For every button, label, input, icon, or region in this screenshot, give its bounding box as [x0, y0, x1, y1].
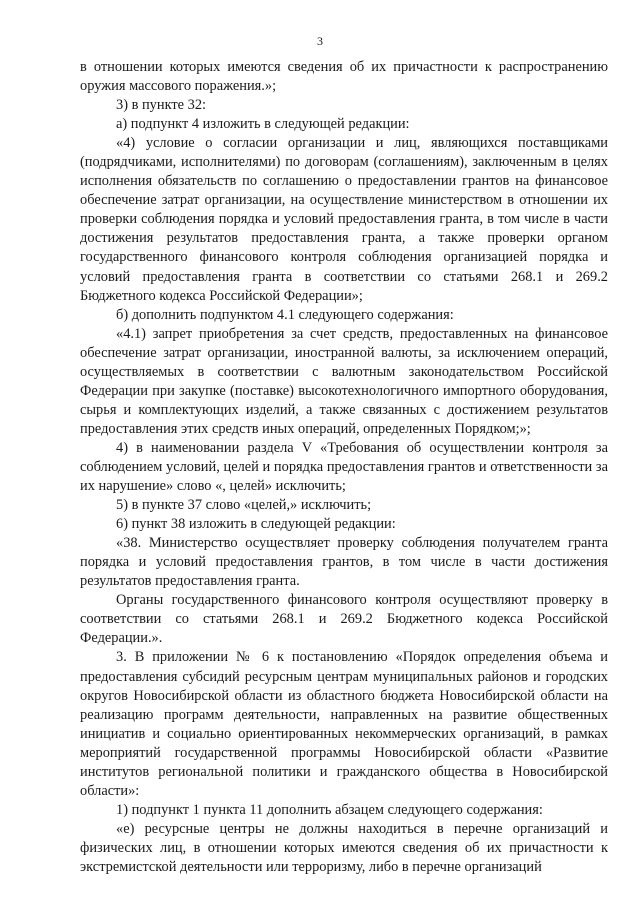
paragraph-item-5: 5) в пункте 37 слово «целей,» исключить; — [116, 497, 372, 514]
paragraph-subitem-b: б) дополнить подпунктом 4.1 следующего содержания: — [116, 306, 454, 323]
paragraph-quote-4-1: «4.1) запрет приобретения за счет средств, предоставленных на финансовое обеспечение затрат организации, иностранной валюты, за исключением операций, осуществляемых в соответствии с валютным законодательством Российской Федерации при закупке (поставке) высокотехнологичного импортного оборудования, сырья и комплектующих изделий, а также связанных с достижением результатов предоставления этих средств иных операций, определенных Порядком;»; — [80, 325, 608, 437]
paragraph-quote-38: «38. Министерство осуществляет проверку соблюдения получателем гранта порядка и условий предоставления грантов, в том числе в части достижения результатов предоставления гранта. — [80, 535, 608, 590]
paragraph-quote-e: «е) ресурсные центры не должны находиться в перечне организаций и физических лиц, в отношении которых имеются сведения об их причастности к экстремистской деятельности или терроризму, либо в перечне организаций — [80, 820, 608, 875]
document-body — [80, 58, 608, 877]
page-number: 3 — [317, 34, 323, 48]
paragraph-continuation: в отношении которых имеются сведения об их причастности к распространению оружия массового поражения.»; — [80, 59, 608, 95]
paragraph-control-bodies: Органы государственного финансового контроля осуществляют проверку в соответствии со статьями 268.1 и 269.2 Бюджетного кодекса Российской Федерации.». — [80, 592, 608, 647]
paragraph-subitem-1: 1) подпункт 1 пункта 11 дополнить абзацем следующего содержания: — [116, 801, 543, 818]
paragraph-item-6: 6) пункт 38 изложить в следующей редакции: — [116, 516, 396, 533]
paragraph-item-4: 4) в наименовании раздела V «Требования об осуществлении контроля за соблюдением условий, целей и порядка предоставления грантов и ответственности за их нарушение» слово «, целей» исключить; — [80, 439, 608, 495]
paragraph-quote-4: «4) условие о согласии организации и лиц, являющихся поставщиками (подрядчиками, исполнителями) по договорам (соглашениям), заключенным в целях исполнения обязательств по соглашению о предоставлении грантов на финансовое обеспечение затрат организации, на осуществление министерством в отношении их проверки соблюдения порядка и условий предоставления гранта, в том числе в части достижения результатов предоставления гранта, а также проверки органом государственного финансового контроля соблюдения организацией порядка и условий предоставления гранта в соответствии со статьями 268.1 и 269.2 Бюджетного кодекса Российской Федерации»; — [80, 135, 608, 304]
paragraph-section-3: 3. В приложении № 6 к постановлению «Порядок определения объема и предоставления субсидий ресурсным центрам муниципальных районов и городских округов Новосибирской области из областного бюджета Новосибирской области на реализацию программ деятельности, направленных на развитие общественных инициатив и социально ориентированных некоммерческих организаций, в рамках мероприятий государственной программы Новосибирской области «Развитие институтов региональной политики и гражданского общества в Новосибирской области»: — [80, 649, 608, 799]
paragraph-subitem-a: а) подпункт 4 изложить в следующей редакции: — [116, 116, 410, 133]
paragraph-item-3: 3) в пункте 32: — [116, 97, 207, 114]
